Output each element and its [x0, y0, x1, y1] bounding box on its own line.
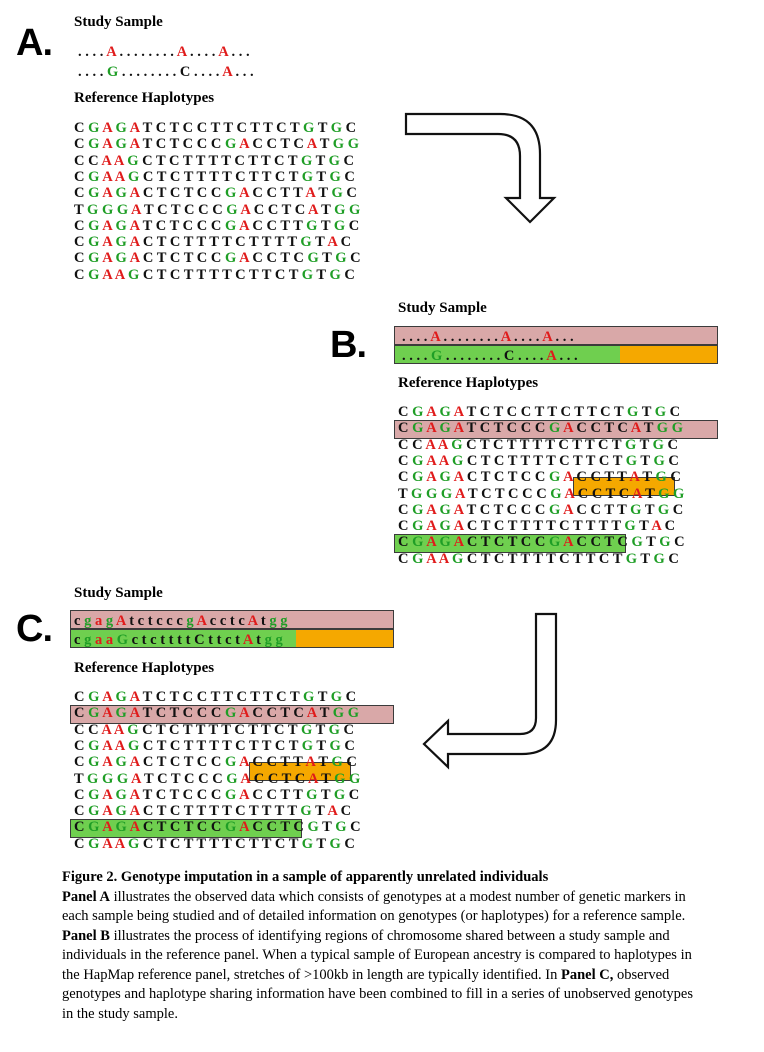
panel-b-ref-row-7: C G A G A C T C T T T T C T T T T G T A C — [398, 518, 676, 535]
panel-a-letter: A. — [16, 22, 52, 64]
panel-b-ref-row-2: C C A A G C T C T T T T C T T C T G T G C — [398, 436, 679, 453]
panel-c-reference-title: Reference Haplotypes — [74, 660, 215, 676]
arrow-bottom-icon — [420, 612, 580, 772]
panel-b-ref-row-5: T G G G A T C T C C C G A C C T C A T G G — [398, 485, 685, 502]
caption-segment-0: Panel A — [62, 888, 110, 905]
caption-segment-4: Panel C, — [560, 966, 614, 983]
panel-b-ref-row-1: C G A G A T C T C C C G A C C T C A T G G — [398, 420, 683, 437]
panel-a-reference-title: Reference Haplotypes — [74, 90, 215, 106]
panel-a-ref-row-4: C G A G A C T C T C C G A C C T T A T G C — [74, 185, 357, 202]
panel-b-reference-title: Reference Haplotypes — [398, 375, 539, 391]
panel-b-ref-row-0: C G A G A T C T C C T T C T T C T G T G C — [398, 404, 681, 420]
panel-a-ref-row-0: C G A G A T C T C C T T C T T C T G T G C — [74, 120, 357, 136]
caption-segment-1: illustrates the observed data which consists of genotypes at a modest number of genetic markers in each sample being studied and of detailed information on genotypes (or haplotypes) for a reference sample. — [62, 888, 686, 924]
panel-b-ref-row-9: C G A A G C T C T T T T C T T C T G T G C — [398, 550, 679, 567]
panel-a-ref-row-2: C C A A G C T C T T T T C T T C T G T G C — [74, 152, 355, 169]
caption-segment-2: Panel B — [62, 927, 110, 944]
panel-a-ref-row-5: T G G G A T C T C C C G A C C T C A T G G — [74, 201, 361, 218]
panel-c-study-row-0: c g a g A t c t c c c g A c c t c A t g g — [74, 613, 288, 629]
figure-caption — [62, 868, 702, 1024]
panel-a-ref-row-9: C G A A G C T C T T T T C T T C T G T G C — [74, 266, 355, 283]
panel-b-ref-row-4: C G A G A C T C T C C G A C C T T A T G C — [398, 469, 681, 486]
panel-b-ref-row-6: C G A G A T C T C C C G A C C T T G T G C — [398, 501, 684, 518]
panel-c-ref-row-2: C C A A G C T C T T T T C T T C T G T G C — [74, 721, 355, 738]
panel-c-ref-row-6: C G A G A T C T C C C G A C C T T G T G C — [74, 786, 360, 803]
panel-a-ref-row-6: C G A G A T C T C C C G A C C T T G T G C — [74, 217, 360, 234]
panel-a-ref-row-3: C G A A G C T C T T T T C T T C T G T G C — [74, 168, 355, 185]
panel-a-study-title: Study Sample — [74, 14, 163, 30]
panel-c-ref-row-1: C G A G A T C T C C C G A C C T C A T G G — [74, 705, 359, 722]
panel-c-study-row-1: c g a a G c t c t t t t C t t c t A t g g — [74, 632, 283, 648]
panel-a-study-row-0: . . . . A . . . . . . . . A . . . . A . . . — [78, 44, 250, 60]
panel-c-ref-row-8: C G A G A C T C T C C G A C C T C G T G C — [74, 819, 361, 836]
panel-c-ref-row-9: C G A A G C T C T T T T C T T C T G T G C — [74, 835, 355, 852]
figure-caption-title: Figure 2. Genotype imputation in a sample of apparently unrelated individuals — [62, 869, 549, 885]
panel-a-ref-row-1: C G A G A T C T C C C G A C C T C A T G G — [74, 136, 359, 153]
figure-caption-body — [62, 888, 702, 1025]
panel-c-study-title: Study Sample — [74, 585, 163, 601]
panel-a-ref-row-8: C G A G A C T C T C C G A C C T C G T G C — [74, 250, 361, 267]
panel-c-ref-row-5: T G G G A T C T C C C G A C C T C A T G G — [74, 770, 361, 787]
caption-segment-3: illustrates the process of identifying regions of chromosome shared between a study sample and individuals in the reference panel. When a typical sample of European ancestry is compared to haplotypes in the HapMap reference panel, stretches of >100kb in length are typically identified. In — [62, 927, 692, 983]
panel-a-study-row-1: . . . . G . . . . . . . . C . . . . A . . . — [78, 64, 254, 80]
panel-b-ref-row-3: C G A A G C T C T T T T C T T C T G T G C — [398, 452, 679, 469]
arrow-top-icon — [404, 112, 564, 227]
panel-c-ref-row-0: C G A G A T C T C C T T C T T C T G T G C — [74, 689, 357, 705]
panel-b-study-title: Study Sample — [398, 300, 487, 316]
panel-c-ref-row-3: C G A A G C T C T T T T C T T C T G T G C — [74, 737, 355, 754]
panel-c-ref-row-7: C G A G A C T C T T T T C T T T T G T A C — [74, 803, 352, 820]
panel-c-ref-row-4: C G A G A C T C T C C G A C C T T A T G C — [74, 754, 357, 771]
panel-b-study-row-1: . . . . G . . . . . . . . C . . . . A . . . — [402, 348, 578, 364]
panel-a-ref-row-7: C G A G A C T C T T T T C T T T T G T A C — [74, 234, 352, 251]
panel-b-ref-row-8: C G A G A C T C T C C G A C C T C G T G C — [398, 534, 685, 551]
panel-b-letter: B. — [330, 324, 366, 366]
panel-c-letter: C. — [16, 608, 52, 650]
panel-b-study-row-0: . . . . A . . . . . . . . A . . . . A . . . — [402, 329, 574, 345]
caption-segment-5: observed genotypes and haplotype sharing information have been combined to fill in a series of unobserved genotypes in the study sample. — [62, 966, 693, 1022]
